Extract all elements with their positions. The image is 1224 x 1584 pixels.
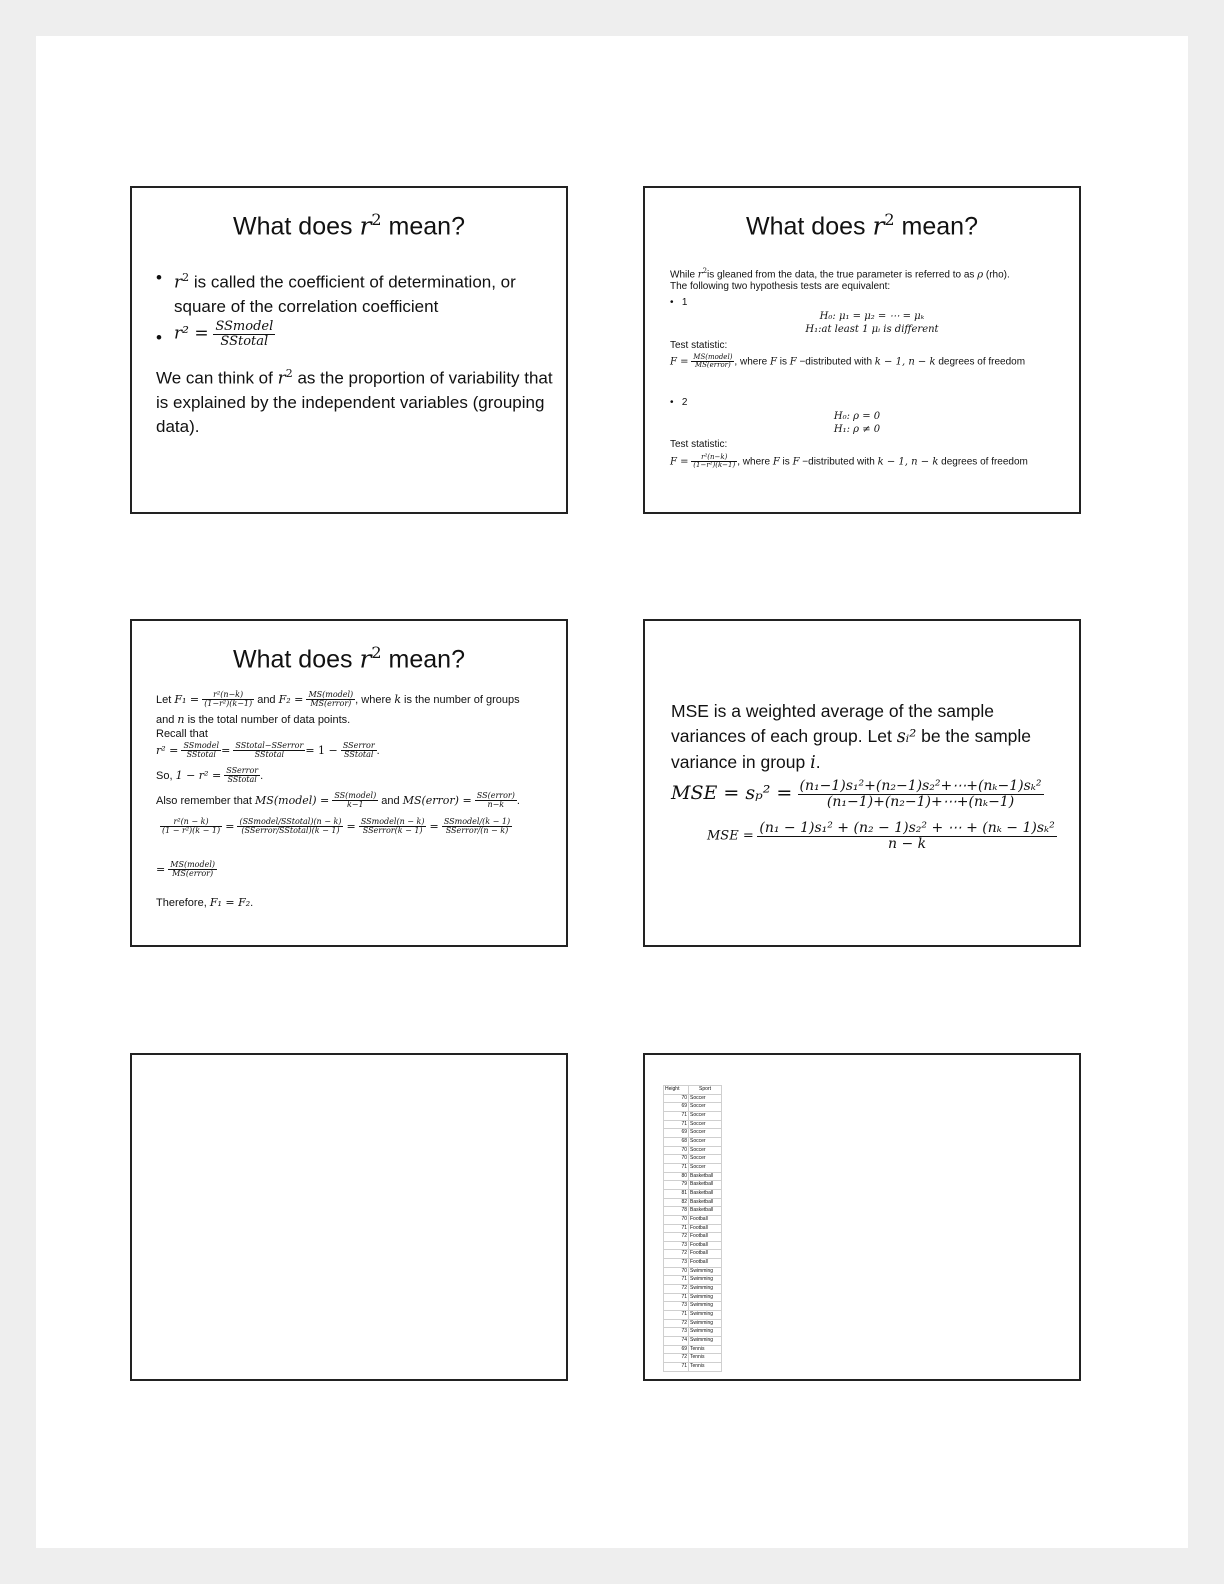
let-text-end: is the number of groups bbox=[400, 693, 520, 706]
denominator: SStotal bbox=[227, 775, 257, 785]
column-header-height: Height bbox=[664, 1086, 689, 1095]
height-cell: 71 bbox=[664, 1363, 689, 1372]
denominator: MS(error) bbox=[310, 699, 352, 709]
r2-fraction bbox=[691, 454, 737, 470]
sport-cell: Soccer bbox=[689, 1103, 722, 1112]
slide-1 bbox=[130, 186, 568, 514]
desc-text-end: . bbox=[815, 752, 821, 772]
also-text: Also remember that bbox=[156, 794, 256, 807]
sport-cell: Basketball bbox=[689, 1189, 722, 1198]
alt-hypothesis-1: H₁:at least 1 μᵢ is different bbox=[805, 324, 939, 335]
sport-cell: Swimming bbox=[689, 1311, 722, 1320]
table-row bbox=[664, 1111, 722, 1120]
bullet1-text: is called the coefficient of determination, or square of the correlation coefficient bbox=[174, 272, 516, 316]
table-row bbox=[664, 1319, 722, 1328]
list-item-1 bbox=[670, 296, 687, 310]
f-lhs: F = bbox=[670, 356, 689, 368]
height-cell: 69 bbox=[664, 1345, 689, 1354]
denominator: (1−r²)(k−1) bbox=[693, 461, 736, 470]
sport-cell: Soccer bbox=[689, 1163, 722, 1172]
numerator: r²(n−k) bbox=[691, 454, 737, 462]
denominator: SStotal bbox=[220, 333, 269, 349]
denominator: SStotal bbox=[344, 750, 374, 760]
height-cell: 71 bbox=[664, 1293, 689, 1302]
numerator: SSerror bbox=[342, 741, 375, 750]
test-statistic-label-2: Test statistic: bbox=[670, 439, 728, 450]
degrees-of-freedom: k − 1, n − k bbox=[877, 456, 939, 468]
denominator: k−1 bbox=[346, 800, 364, 810]
fraction bbox=[442, 818, 512, 836]
sport-cell: Swimming bbox=[689, 1319, 722, 1328]
let-text: Let bbox=[156, 693, 175, 706]
numerator: (SSmodel/SStotal)(n − k) bbox=[239, 817, 342, 826]
numerator: SSmodel bbox=[183, 741, 220, 750]
let-text: , where bbox=[355, 693, 395, 706]
k-var: k bbox=[394, 692, 401, 706]
height-cell: 71 bbox=[664, 1276, 689, 1285]
sport-cell: Swimming bbox=[689, 1285, 722, 1294]
sport-cell: Football bbox=[689, 1233, 722, 1242]
fraction bbox=[233, 742, 305, 760]
slide-3 bbox=[130, 619, 568, 947]
null-hypothesis-2: H₀: ρ = 0 bbox=[833, 411, 881, 422]
let-line bbox=[156, 691, 520, 709]
denominator: (SSerror/SStotal)(k − 1) bbox=[241, 826, 340, 836]
table-row bbox=[664, 1337, 722, 1346]
height-cell: 73 bbox=[664, 1241, 689, 1250]
r2-identity: r² = $\frac{\text{SSmodel}}{\text{SStotal}}$ = $\frac{\text{SStotal−SSerror}}{\text{SStotal}}$ = 1 − $\frac{\text{SSerror}}{\text{SStotal}}$ . bbox=[156, 741, 380, 760]
mse-lhs: MSE = bbox=[707, 828, 754, 844]
title-text-end: mean? bbox=[381, 645, 465, 674]
height-cell: 69 bbox=[664, 1103, 689, 1112]
height-cell: 79 bbox=[664, 1181, 689, 1190]
sport-cell: Basketball bbox=[689, 1198, 722, 1207]
fraction bbox=[475, 792, 517, 810]
title-text: What does bbox=[746, 212, 873, 241]
bullet1-exp: 2 bbox=[182, 271, 190, 284]
bullet-dot: • bbox=[156, 328, 162, 347]
desc-text: MSE is a weighted average of the sample variances of each group. Let bbox=[671, 701, 994, 746]
numerator: MS(model) bbox=[170, 860, 216, 869]
therefore-eq: F₁ = F₂ bbox=[209, 896, 251, 909]
let2-text: and bbox=[156, 714, 178, 726]
so-text: So, bbox=[156, 769, 176, 782]
mse-formula-2 bbox=[707, 821, 1057, 851]
height-cell: 74 bbox=[664, 1337, 689, 1346]
table-row bbox=[664, 1345, 722, 1354]
table-row bbox=[664, 1215, 722, 1224]
table-body bbox=[664, 1094, 722, 1371]
numerator: SSerror bbox=[226, 766, 259, 775]
sport-cell: Football bbox=[689, 1241, 722, 1250]
therefore-line: Therefore, F₁ = F₂. bbox=[156, 896, 254, 909]
f-tail-text: is bbox=[779, 456, 793, 468]
sport-cell: Football bbox=[689, 1259, 722, 1268]
height-cell: 70 bbox=[664, 1146, 689, 1155]
intro-text-mid: is gleaned from the data, the true parameter is referred to as bbox=[707, 269, 978, 281]
numerator: r²(n−k) bbox=[202, 691, 254, 700]
sport-cell: Basketball bbox=[689, 1181, 722, 1190]
height-cell: 70 bbox=[664, 1155, 689, 1164]
fraction bbox=[224, 767, 260, 785]
table-row bbox=[664, 1181, 722, 1190]
sport-cell: Soccer bbox=[689, 1146, 722, 1155]
f-tail-text: , where bbox=[734, 356, 770, 368]
f-var: F bbox=[772, 456, 780, 468]
therefore-text: Therefore, bbox=[156, 897, 210, 909]
denominator: SStotal bbox=[254, 750, 285, 760]
intro-rho: ρ bbox=[977, 269, 984, 281]
test-statistic-label-1: Test statistic: bbox=[670, 340, 728, 351]
numerator: SSmodel/(k − 1) bbox=[443, 817, 511, 826]
title-var: r bbox=[359, 644, 372, 674]
sport-cell: Soccer bbox=[689, 1155, 722, 1164]
height-cell: 72 bbox=[664, 1233, 689, 1242]
null-hypothesis-1: H₀: μ₁ = μ₂ = ⋯ = μₖ bbox=[819, 311, 925, 322]
also-and: and bbox=[378, 794, 403, 807]
fraction bbox=[341, 742, 377, 760]
let-line-2 bbox=[156, 713, 350, 727]
intro-text: While bbox=[670, 269, 698, 281]
table-row bbox=[664, 1129, 722, 1138]
numerator: SS(error) bbox=[476, 791, 515, 800]
height-cell: 68 bbox=[664, 1137, 689, 1146]
intro-exp: 2 bbox=[702, 267, 708, 275]
fraction bbox=[181, 742, 221, 760]
numerator: MS(model) bbox=[693, 353, 733, 361]
ms-model-lhs: MS(model) = bbox=[255, 793, 330, 807]
table-row bbox=[664, 1163, 722, 1172]
sport-cell: Swimming bbox=[689, 1293, 722, 1302]
ss-ratio-fraction bbox=[213, 320, 275, 348]
f-statistic-1 bbox=[670, 354, 1025, 370]
slide-5-blank bbox=[130, 1053, 568, 1381]
ms-fraction bbox=[691, 354, 734, 370]
mse-fraction bbox=[798, 779, 1044, 809]
slide-title bbox=[132, 643, 566, 674]
f-tail-text: , where bbox=[737, 456, 773, 468]
derivation: $\frac{\text{r²(n − k)}}{\text{(1 − r²)(k − 1)}}$ = $\frac{\text{(SSmodel/SStotal)(n − k)}}{\text{(SSerror/SStotal)(k − 1)}}$ = $\frac{\text{SSmodel(n − k)}}{\text{SSerror(k − 1)}}$ = $\frac{\text{SSmodel/(k − 1)}}{\text{SSerror/(n − k)}}$ bbox=[162, 817, 511, 836]
n-var: n bbox=[177, 713, 185, 726]
title-exponent: 2 bbox=[884, 210, 895, 229]
recall-line: Recall that bbox=[156, 728, 208, 740]
numerator: SStotal−SSerror bbox=[235, 741, 304, 750]
numerator: MS(model) bbox=[308, 690, 354, 699]
f-statistic-2 bbox=[670, 454, 1028, 470]
height-cell: 72 bbox=[664, 1285, 689, 1294]
numerator: r²(n − k) bbox=[160, 818, 222, 827]
sport-cell: Soccer bbox=[689, 1129, 722, 1138]
sport-cell: Tennis bbox=[689, 1345, 722, 1354]
sport-cell: Swimming bbox=[689, 1302, 722, 1311]
height-cell: 73 bbox=[664, 1259, 689, 1268]
sport-cell: Football bbox=[689, 1215, 722, 1224]
sport-cell: Football bbox=[689, 1250, 722, 1259]
table-header-row bbox=[664, 1086, 722, 1095]
f1-fraction bbox=[202, 691, 254, 709]
sport-cell: Soccer bbox=[689, 1137, 722, 1146]
slide-title bbox=[645, 210, 1079, 241]
item-number: 1 bbox=[681, 297, 688, 308]
sport-cell: Soccer bbox=[689, 1111, 722, 1120]
list-item-2 bbox=[670, 396, 687, 410]
f-tail-text-end: degrees of freedom bbox=[938, 456, 1028, 468]
title-exponent: 2 bbox=[371, 643, 382, 662]
bullet-1 bbox=[156, 266, 556, 319]
height-cell: 71 bbox=[664, 1163, 689, 1172]
height-cell: 69 bbox=[664, 1129, 689, 1138]
height-cell: 70 bbox=[664, 1267, 689, 1276]
denominator: (1−r²)(k−1) bbox=[204, 699, 253, 709]
title-var: r bbox=[872, 211, 885, 241]
table-row bbox=[664, 1328, 722, 1337]
alt-hypothesis-2: H₁: ρ ≠ 0 bbox=[833, 424, 881, 435]
bullet-dot: • bbox=[156, 268, 162, 287]
sport-cell: Soccer bbox=[689, 1094, 722, 1103]
sport-cell: Swimming bbox=[689, 1276, 722, 1285]
numerator: SS(model) bbox=[334, 791, 377, 800]
f2-fraction bbox=[306, 691, 355, 709]
slide-2 bbox=[643, 186, 1081, 514]
f-lhs: F = bbox=[670, 456, 689, 468]
height-cell: 71 bbox=[664, 1224, 689, 1233]
table-row bbox=[664, 1198, 722, 1207]
slide-6 bbox=[643, 1053, 1081, 1381]
bullet-2 bbox=[156, 320, 556, 348]
para-text-end: as the proportion of variability that is explained by the independent variables (grouping data). bbox=[156, 368, 553, 436]
denominator: n−k bbox=[487, 800, 505, 810]
height-cell: 82 bbox=[664, 1198, 689, 1207]
height-cell: 71 bbox=[664, 1311, 689, 1320]
height-cell: 72 bbox=[664, 1354, 689, 1363]
table-row bbox=[664, 1267, 722, 1276]
f-var: F bbox=[789, 356, 797, 368]
sport-cell: Football bbox=[689, 1224, 722, 1233]
intro-var: r bbox=[697, 269, 703, 281]
sport-cell: Soccer bbox=[689, 1120, 722, 1129]
table-row bbox=[664, 1189, 722, 1198]
table-row bbox=[664, 1241, 722, 1250]
height-cell: 71 bbox=[664, 1120, 689, 1129]
height-cell: 70 bbox=[664, 1215, 689, 1224]
sport-cell: Basketball bbox=[689, 1207, 722, 1216]
desc-text-mid: be the sample variance in group bbox=[671, 726, 1032, 772]
table-row bbox=[664, 1137, 722, 1146]
title-text: What does bbox=[233, 212, 360, 241]
table-row bbox=[664, 1094, 722, 1103]
table-row bbox=[664, 1302, 722, 1311]
bullet-dot: • bbox=[670, 297, 674, 308]
intro-line-2: The following two hypothesis tests are equivalent: bbox=[670, 281, 891, 292]
denominator: (1 − r²)(k − 1) bbox=[162, 826, 221, 836]
height-cell: 72 bbox=[664, 1250, 689, 1259]
sport-cell: Swimming bbox=[689, 1328, 722, 1337]
mse-lhs: MSE = sₚ² = bbox=[671, 782, 793, 805]
table-row bbox=[664, 1172, 722, 1181]
bullet2-lhs: r² = bbox=[174, 323, 209, 344]
fraction bbox=[160, 818, 222, 836]
table-row bbox=[664, 1311, 722, 1320]
degrees-of-freedom: k − 1, n − k bbox=[874, 356, 936, 368]
sport-cell: Swimming bbox=[689, 1337, 722, 1346]
title-text: What does bbox=[233, 645, 360, 674]
title-text-end: mean? bbox=[894, 212, 978, 241]
f-tail-text-end: degrees of freedom bbox=[935, 356, 1026, 368]
sport-cell: Tennis bbox=[689, 1363, 722, 1372]
table-row bbox=[664, 1155, 722, 1164]
desc-i: i bbox=[810, 753, 816, 773]
denominator: MS(error) bbox=[694, 361, 731, 370]
height-cell: 71 bbox=[664, 1111, 689, 1120]
one-minus: = 1 − bbox=[305, 743, 338, 757]
so-eq: 1 − r² = bbox=[175, 768, 222, 782]
denominator: SSerror(k − 1) bbox=[362, 826, 423, 836]
para-exp: 2 bbox=[285, 367, 293, 380]
numerator: SSmodel(n − k) bbox=[360, 817, 425, 826]
bullet1-var: r bbox=[174, 272, 183, 293]
height-cell: 73 bbox=[664, 1328, 689, 1337]
f-var: F bbox=[770, 356, 777, 368]
title-exponent: 2 bbox=[371, 210, 382, 229]
table-row bbox=[664, 1250, 722, 1259]
let2-text-end: is the total number of data points. bbox=[184, 714, 351, 726]
intro-text-end: (rho). bbox=[983, 269, 1010, 281]
fraction bbox=[359, 818, 427, 836]
height-cell: 72 bbox=[664, 1319, 689, 1328]
table-row bbox=[664, 1285, 722, 1294]
fraction bbox=[332, 792, 378, 810]
handout-page bbox=[36, 36, 1188, 1548]
f2-lhs: F₂ = bbox=[278, 692, 304, 706]
table-row bbox=[664, 1354, 722, 1363]
title-var: r bbox=[359, 211, 372, 241]
paragraph bbox=[156, 362, 556, 439]
fraction bbox=[168, 861, 217, 879]
mse-fraction bbox=[757, 821, 1056, 851]
fraction bbox=[237, 818, 343, 836]
table-row bbox=[664, 1276, 722, 1285]
slide-4 bbox=[643, 619, 1081, 947]
denominator: n − k bbox=[887, 835, 927, 852]
sport-cell: Swimming bbox=[689, 1267, 722, 1276]
also-line: Also remember that MS(model) = $\frac{\text{SS(model)}}{k-1}$ and MS(error) = $\frac{\text{SS(error)}}{n-k}$ . bbox=[156, 791, 520, 810]
sport-cell: Basketball bbox=[689, 1172, 722, 1181]
f-tail-text: −distributed with bbox=[796, 356, 875, 368]
so-line: So, 1 − r² = $\frac{\text{SSerror}}{\text{SStotal}}$ . bbox=[156, 766, 264, 785]
para-text: We can think of bbox=[156, 368, 278, 388]
table-row bbox=[664, 1224, 722, 1233]
table-row bbox=[664, 1233, 722, 1242]
numerator: (n₁−1)s₁²+(n₂−1)s₂²+⋯+(nₖ−1)sₖ² bbox=[799, 778, 1042, 794]
derivation-end: = $\frac{\text{MS(model)}}{\text{MS(error)}}$ bbox=[156, 860, 216, 879]
denominator: SSerror/(n − k) bbox=[445, 826, 509, 836]
bullet-dot: • bbox=[670, 397, 674, 408]
mse-formula-1 bbox=[671, 779, 1044, 809]
item-number: 2 bbox=[681, 397, 688, 408]
ms-error-lhs: MS(error) = bbox=[402, 793, 472, 807]
height-cell: 73 bbox=[664, 1302, 689, 1311]
para-var: r bbox=[277, 368, 286, 389]
table-row bbox=[664, 1293, 722, 1302]
let-and: and bbox=[254, 693, 279, 706]
f-var: F bbox=[792, 456, 800, 468]
f-tail-text: −distributed with bbox=[799, 456, 878, 468]
height-sport-table bbox=[663, 1085, 722, 1372]
table-row bbox=[664, 1120, 722, 1129]
table-row bbox=[664, 1146, 722, 1155]
numerator: (n₁ − 1)s₁² + (n₂ − 1)s₂² + ⋯ + (nₖ − 1)sₖ² bbox=[759, 820, 1055, 836]
height-cell: 80 bbox=[664, 1172, 689, 1181]
height-cell: 78 bbox=[664, 1207, 689, 1216]
height-cell: 70 bbox=[664, 1094, 689, 1103]
height-cell: 81 bbox=[664, 1189, 689, 1198]
denominator: MS(error) bbox=[172, 869, 214, 879]
table-row bbox=[664, 1207, 722, 1216]
denominator: (n₁−1)+(n₂−1)+⋯+(nₖ−1) bbox=[826, 793, 1015, 810]
title-text-end: mean? bbox=[381, 212, 465, 241]
f-tail-text: is bbox=[776, 356, 790, 368]
mse-description bbox=[671, 699, 1061, 776]
denominator: SStotal bbox=[186, 750, 216, 760]
slide-title bbox=[132, 210, 566, 241]
r2-lhs: r² = bbox=[156, 743, 179, 757]
table-row bbox=[664, 1103, 722, 1112]
f1-lhs: F₁ = bbox=[174, 692, 200, 706]
sport-cell: Tennis bbox=[689, 1354, 722, 1363]
numerator: SSmodel bbox=[215, 319, 274, 334]
desc-var: sᵢ² bbox=[896, 727, 917, 747]
column-header-sport: Sport bbox=[689, 1086, 722, 1095]
table-row bbox=[664, 1259, 722, 1268]
table-row bbox=[664, 1363, 722, 1372]
